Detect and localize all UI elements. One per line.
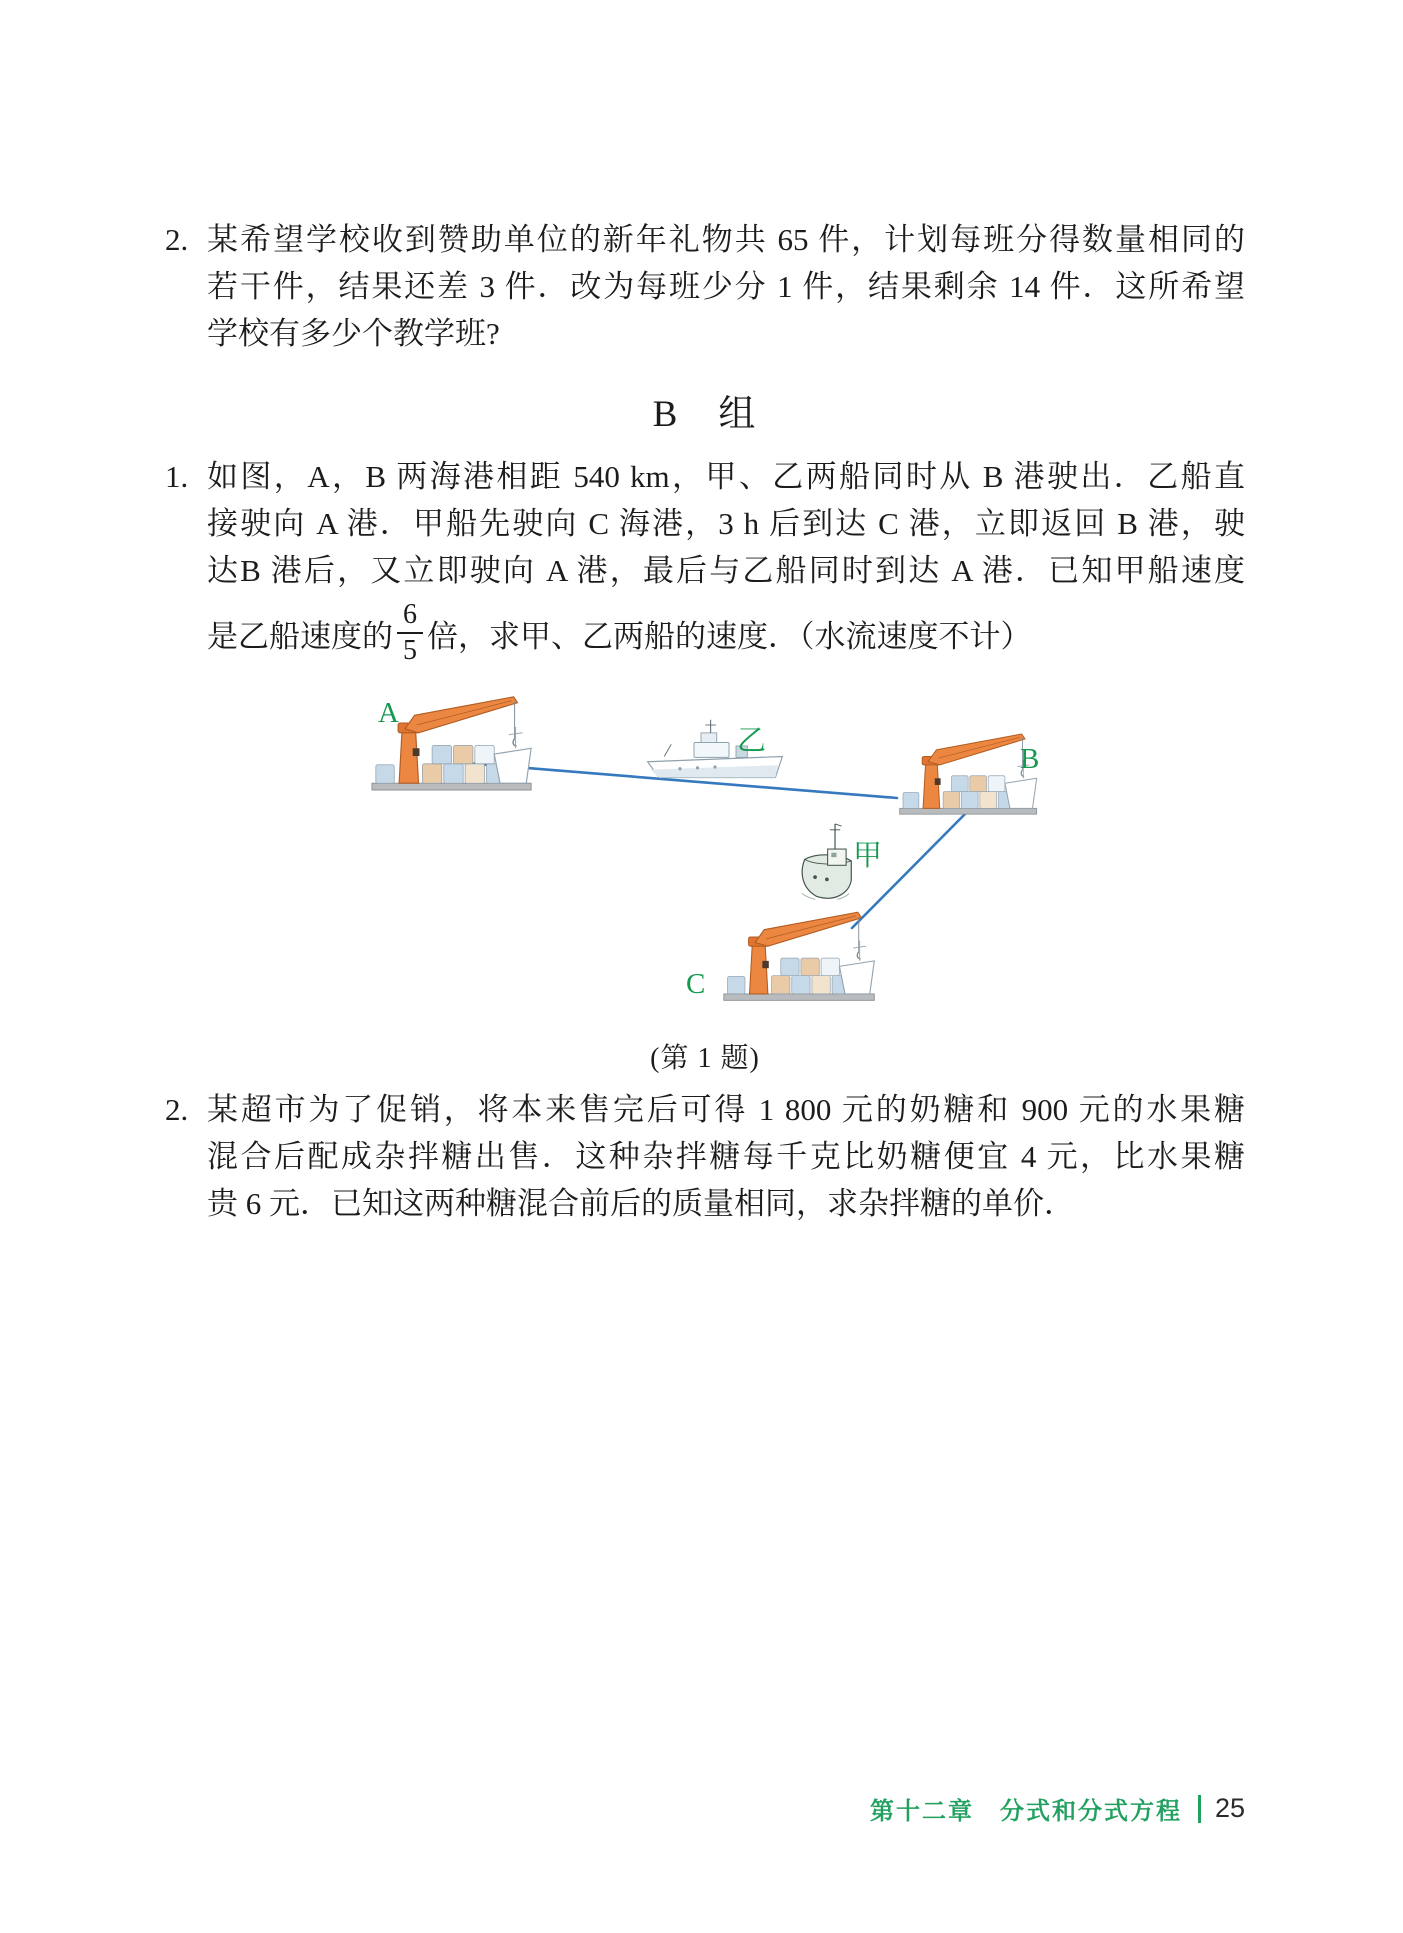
- problem-a2-line: 若干件，结果还差 3 件．改为每班少分 1 件，结果剩余 14 件．这所希望: [207, 269, 1245, 304]
- figure-harbor-map: [165, 685, 1245, 1025]
- problem-b1-line: 如图，A，B 两海港相距 540 km，甲、乙两船同时从 B 港驶出．乙船直: [207, 459, 1245, 494]
- problem-a2-line: 学校有多少个教学班?: [207, 316, 500, 351]
- figure-caption: (第 1 题): [650, 1043, 760, 1074]
- label-port-b: B: [1020, 743, 1040, 775]
- problem-b2-number: 2.: [165, 1092, 189, 1127]
- page-number: 25: [1214, 1793, 1245, 1823]
- chapter-title: 第十二章 分式和分式方程: [869, 1798, 1182, 1825]
- problem-a2: [165, 216, 1245, 357]
- problem-b2-line: 贵 6 元．已知这两种糖混合前后的质量相同，求杂拌糖的单价．: [207, 1186, 1075, 1221]
- problem-b1-number: 1.: [165, 459, 189, 494]
- footer-divider: [1198, 1795, 1201, 1823]
- problem-b2-line: 某超市为了促销，将本来售完后可得 1 800 元的奶糖和 900 元的水果糖: [207, 1092, 1245, 1127]
- fraction-line-after: 倍，求甲、乙两船的速度．（水流速度不计）: [427, 618, 1032, 654]
- fraction-six-fifths: [397, 601, 423, 665]
- label-port-a: A: [378, 697, 399, 729]
- problem-b2: [165, 1086, 1245, 1227]
- page-footer: [870, 1791, 1245, 1826]
- problem-a2-line: 某希望学校收到赞助单位的新年礼物共 65 件，计划每班分得数量相同的: [207, 222, 1245, 257]
- harbor-crane-c-icon: [722, 903, 878, 1005]
- problem-b1: [165, 453, 1245, 672]
- label-port-c: C: [686, 968, 706, 1000]
- fraction-numerator: 6: [397, 601, 423, 634]
- harbor-crane-b-icon: [898, 726, 1040, 818]
- problem-b1-line: 接驶向 A 港．甲船先驶向 C 海港，3 h 后到达 C 港，立即返回 B 港，驶: [207, 506, 1245, 541]
- problem-a2-number: 2.: [165, 222, 189, 257]
- fraction-line-before: 是乙船速度的: [207, 618, 393, 654]
- problem-b1-line: 达B 港后，又立即驶向 A 港，最后与乙船同时到达 A 港．已知甲船速度: [207, 553, 1245, 588]
- label-ship-jia: 甲: [853, 840, 883, 872]
- problem-b2-line: 混合后配成杂拌糖出售．这种杂拌糖每千克比奶糖便宜 4 元，比水果糖: [207, 1139, 1245, 1174]
- label-ship-yi: 乙: [737, 725, 767, 757]
- section-b-heading: B 组: [652, 394, 758, 435]
- problem-b1-fraction-line: [207, 594, 1245, 672]
- fraction-denominator: 5: [403, 635, 417, 666]
